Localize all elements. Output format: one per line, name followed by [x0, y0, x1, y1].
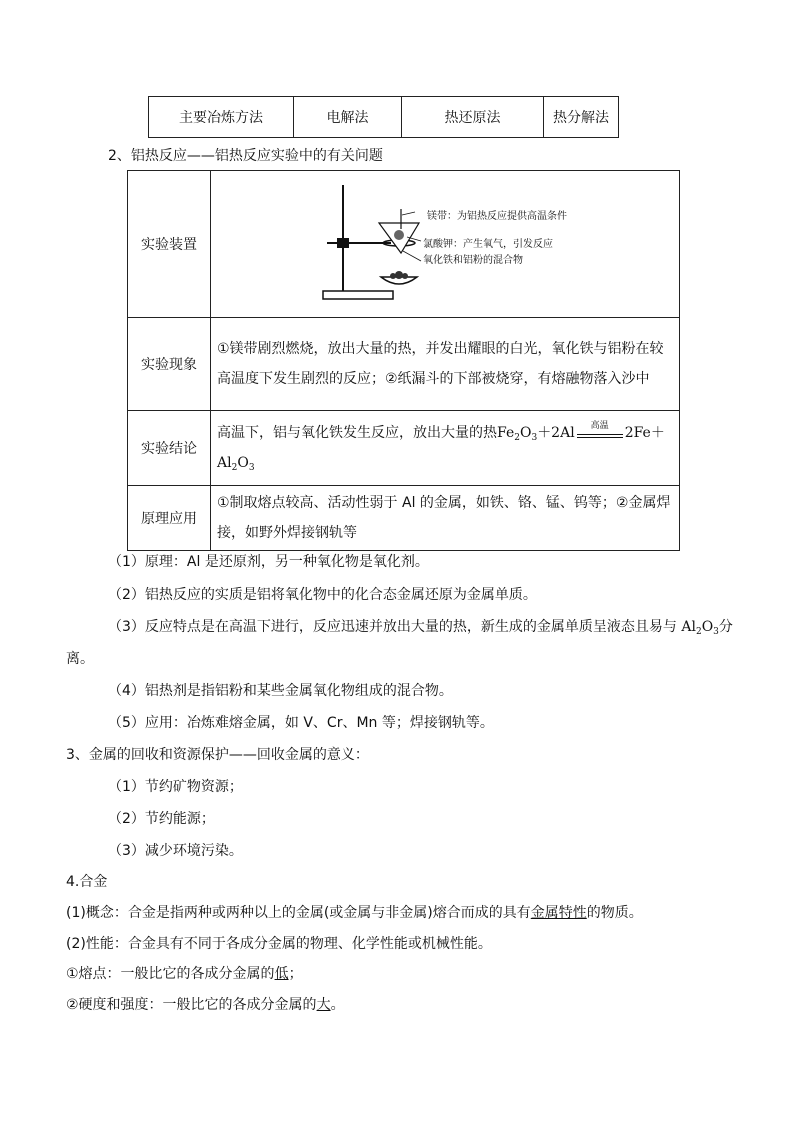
section-3-item: （3）减少环境污染。	[108, 843, 243, 859]
section-4-heading: 4.合金	[66, 874, 108, 890]
application-label: 原理应用	[128, 486, 211, 551]
plus-al: ＋2Al	[537, 425, 575, 441]
formula-subscript: 2	[695, 627, 702, 637]
thermite-experiment-table	[127, 170, 680, 551]
alloy-property: (2)性能：合金具有不同于各成分金属的物理、化学性能或机械性能。	[66, 936, 492, 952]
table-row	[149, 97, 619, 138]
formula-subscript: 3	[713, 627, 719, 637]
alloy-concept	[66, 903, 643, 923]
annotation-mg-ribbon: 镁带：为铝热反应提供高温条件	[427, 211, 567, 222]
formula-part: O	[237, 455, 249, 471]
note-3-continued: 离。	[66, 651, 94, 667]
note-1: （1）原理：Al 是还原剂，另一种氧化物是氧化剂。	[108, 554, 429, 570]
section-3-item: （1）节约矿物资源；	[108, 779, 243, 795]
smelting-method-table	[148, 96, 619, 138]
formula-subscript: 2	[514, 433, 520, 443]
table-cell: 主要冶炼方法	[149, 97, 294, 138]
section-3-item: （2）节约能源；	[108, 811, 215, 827]
table-cell: 电解法	[294, 97, 402, 138]
note-4: （4）铝热剂是指铝粉和某些金属氧化物组成的混合物。	[108, 683, 453, 699]
mp-underlined: 低	[274, 966, 289, 982]
alloy-melting-point	[66, 964, 303, 984]
table-cell: 热还原法	[402, 97, 544, 138]
application-text: ①制取熔点较高、活动性弱于 Al 的金属，如铁、铬、锰、钨等；②金属焊接，如野外焊接钢轨等	[211, 486, 680, 551]
section-3-heading: 3、金属的回收和资源保护——回收金属的意义：	[66, 747, 369, 763]
concept-text: 的物质。	[586, 905, 643, 921]
phenomenon-text: ①镁带剧烈燃烧，放出大量的热，并发出耀眼的白光，氧化铁与铝粉在较高温度下发生剧烈的反应；②纸漏斗的下部被烧穿，有熔融物落入沙中	[211, 318, 680, 411]
apparatus-label: 实验装置	[128, 171, 211, 318]
al2o3-formula	[217, 455, 255, 471]
formula-subscript: 3	[248, 463, 255, 473]
section-2-heading: 2、铝热反应——铝热反应实验中的有关问题	[108, 148, 383, 164]
formula-part: Al	[217, 455, 232, 471]
table-row	[128, 318, 680, 411]
alloy-hardness	[66, 995, 345, 1015]
product-fe: 2Fe＋	[624, 425, 665, 441]
hardness-underlined: 大	[316, 997, 331, 1013]
note-3	[108, 617, 733, 637]
mp-text: ；	[288, 966, 303, 982]
hardness-text: ②硬度和强度：一般比它的各成分金属的	[66, 997, 317, 1013]
note-2: （2）铝热反应的实质是铝将氧化物中的化合态金属还原为金属单质。	[108, 587, 537, 603]
formula-part: O	[519, 425, 532, 441]
concept-underlined: 金属特性	[530, 905, 587, 921]
concept-text: (1)概念：合金是指两种或两种以上的金属(或金属与非金属)熔合而成的具有	[66, 905, 531, 921]
apparatus-diagram-cell	[211, 171, 680, 318]
table-row	[128, 486, 680, 551]
mp-text: ①熔点：一般比它的各成分金属的	[66, 966, 275, 982]
formula-part: Al	[681, 619, 696, 635]
conclusion-label: 实验结论	[128, 411, 211, 486]
formula-subscript: 2	[231, 463, 238, 473]
formula-subscript: 3	[531, 433, 538, 443]
annotation-mixture: 氧化铁和铝粉的混合物	[423, 255, 523, 266]
reaction-condition: 高温	[590, 421, 609, 431]
formula-part: O	[701, 619, 714, 635]
al2o3-formula	[681, 619, 719, 635]
note-3-text: （3）反应特点是在高温下进行，反应迅速并放出大量的热，新生成的金属单质呈液态且易与	[108, 619, 682, 635]
annotation-kclo3: 氯酸钾：产生氧气，引发反应	[423, 239, 553, 250]
table-row	[128, 411, 680, 486]
note-3-end: 分	[718, 619, 733, 635]
hardness-text: 。	[330, 997, 345, 1013]
reaction-arrow-icon	[577, 423, 623, 443]
table-row	[128, 171, 680, 318]
formula-part: Fe	[497, 425, 515, 441]
conclusion-pre: 高温下，铝与氧化铁发生反应，放出大量的热	[217, 425, 497, 441]
fe2o3-formula	[497, 425, 537, 441]
table-cell: 热分解法	[544, 97, 619, 138]
conclusion-text	[211, 411, 680, 486]
note-5: （5）应用：冶炼难熔金属，如 V、Cr、Mn 等；焊接钢轨等。	[108, 715, 494, 731]
phenomenon-label: 实验现象	[128, 318, 211, 411]
